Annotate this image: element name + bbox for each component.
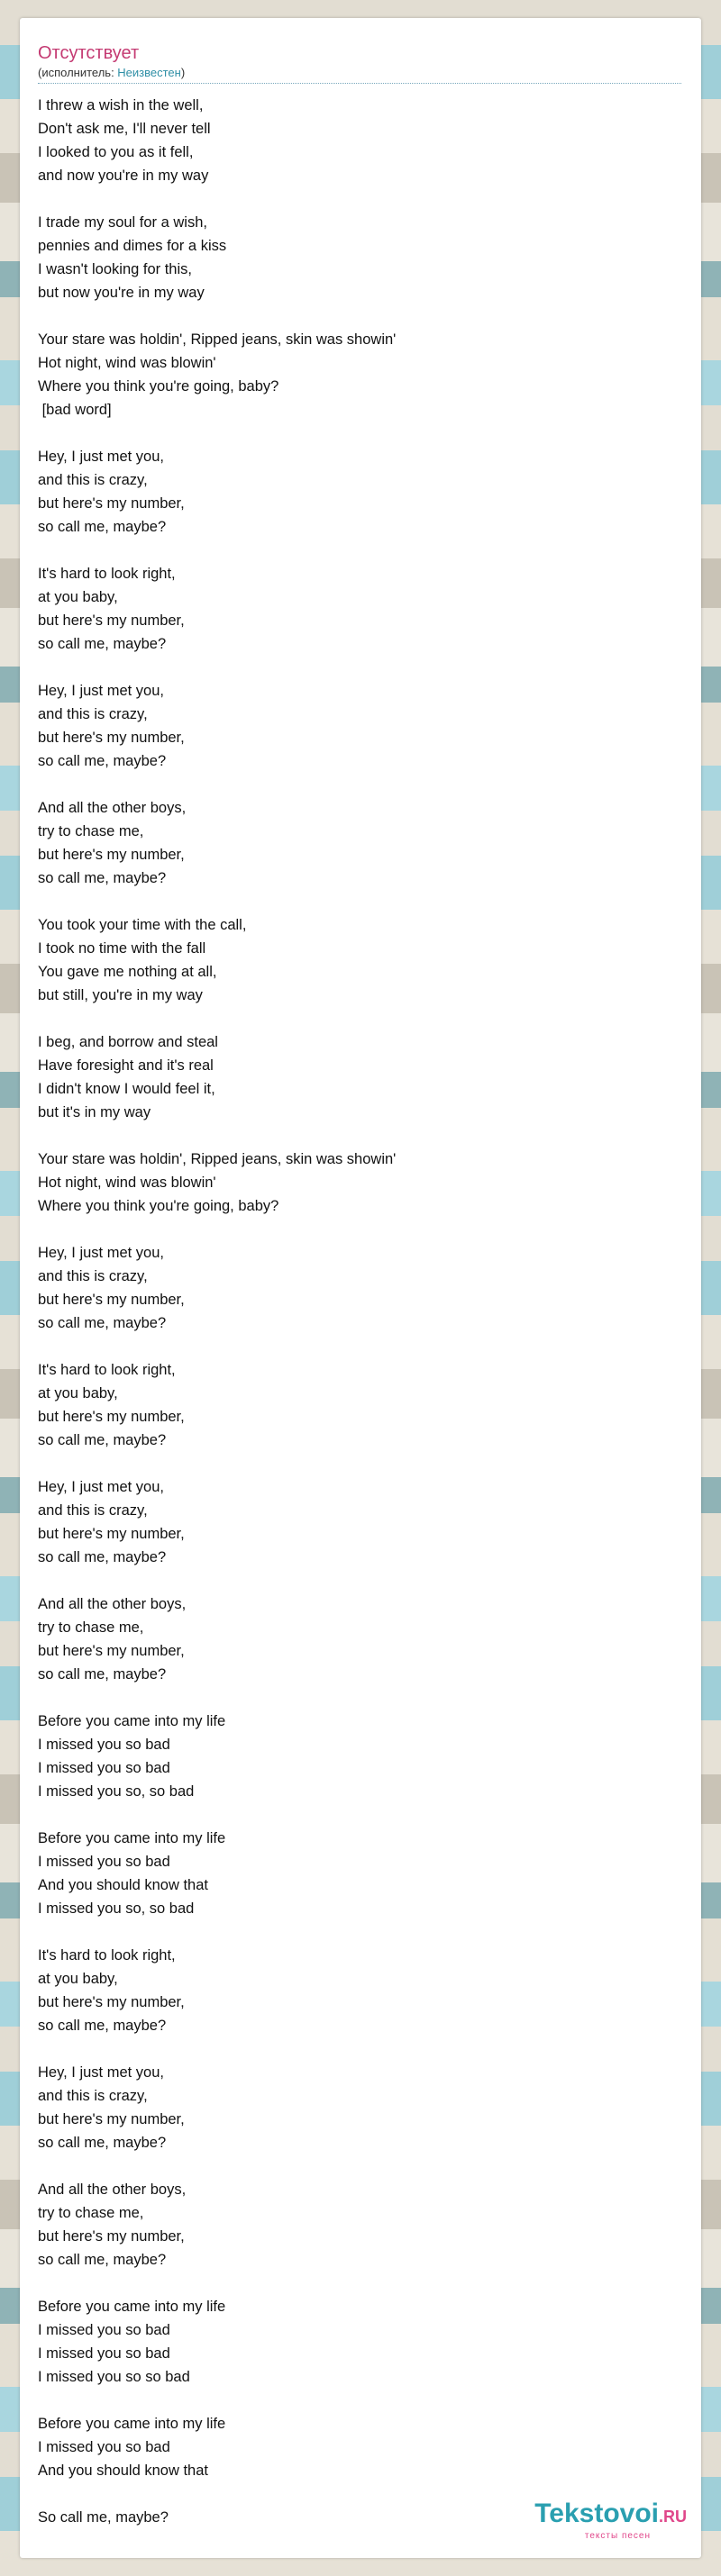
lyric-line: You gave me nothing at all, bbox=[38, 964, 217, 980]
lyric-line: so call me, maybe? bbox=[38, 1549, 167, 1565]
lyric-line: Before you came into my life bbox=[38, 2299, 226, 2315]
lyric-line: I missed you so, so bad bbox=[38, 1900, 195, 1917]
lyric-line: I missed you so so bad bbox=[38, 2369, 190, 2385]
lyric-blank-line bbox=[38, 1803, 669, 1827]
lyric-line: Before you came into my life bbox=[38, 1830, 226, 1846]
lyrics-card bbox=[20, 18, 701, 2558]
lyric-line: so call me, maybe? bbox=[38, 2135, 167, 2151]
lyric-line: I took no time with the fall bbox=[38, 940, 206, 957]
lyric-blank-line bbox=[38, 2154, 669, 2178]
lyric-line: And you should know that bbox=[38, 2463, 208, 2479]
lyric-line: I beg, and borrow and steal bbox=[38, 1034, 218, 1050]
lyric-line: I wasn't looking for this, bbox=[38, 261, 192, 277]
lyric-line: I didn't know I would feel it, bbox=[38, 1081, 215, 1097]
lyric-blank-line bbox=[38, 1007, 669, 1030]
artist-link[interactable]: Неизвестен bbox=[117, 66, 181, 79]
lyric-line: but still, you're in my way bbox=[38, 987, 203, 1003]
lyric-line: but it's in my way bbox=[38, 1104, 151, 1120]
lyric-blank-line bbox=[38, 1335, 669, 1358]
lyric-line: Hey, I just met you, bbox=[38, 1479, 164, 1495]
lyric-line: try to chase me, bbox=[38, 2205, 144, 2221]
lyric-blank-line bbox=[38, 187, 669, 211]
lyric-line: Don't ask me, I'll never tell bbox=[38, 121, 211, 137]
lyric-line: I missed you so, so bad bbox=[38, 1783, 195, 1800]
lyric-line: and this is crazy, bbox=[38, 2088, 148, 2104]
lyric-line: I looked to you as it fell, bbox=[38, 144, 194, 160]
lyric-line: Hey, I just met you, bbox=[38, 2064, 164, 2081]
artist-prefix: (исполнитель: bbox=[38, 66, 118, 79]
song-title: Отсутствует bbox=[38, 43, 140, 63]
lyric-line: but here's my number, bbox=[38, 2111, 185, 2127]
lyric-line: I missed you so bad bbox=[38, 2322, 170, 2338]
lyric-line: So call me, maybe? bbox=[38, 2509, 169, 2526]
lyric-blank-line bbox=[38, 422, 669, 445]
lyric-line: but here's my number, bbox=[38, 495, 185, 512]
lyric-blank-line bbox=[38, 2272, 669, 2295]
lyric-line: Where you think you're going, baby? bbox=[38, 378, 279, 395]
lyric-line: so call me, maybe? bbox=[38, 1315, 167, 1331]
lyric-line: and now you're in my way bbox=[38, 168, 209, 184]
lyric-line: It's hard to look right, bbox=[38, 566, 176, 582]
lyric-line: but here's my number, bbox=[38, 1643, 185, 1659]
lyric-blank-line bbox=[38, 890, 669, 913]
lyric-blank-line bbox=[38, 773, 669, 796]
lyric-line: Where you think you're going, baby? bbox=[38, 1198, 279, 1214]
lyric-line: at you baby, bbox=[38, 1971, 118, 1987]
lyric-line: so call me, maybe? bbox=[38, 636, 167, 652]
lyric-line: but here's my number, bbox=[38, 847, 185, 863]
lyric-line: and this is crazy, bbox=[38, 1502, 148, 1519]
artist-suffix: ) bbox=[180, 66, 186, 79]
lyric-line: try to chase me, bbox=[38, 823, 144, 839]
lyric-line: at you baby, bbox=[38, 1385, 118, 1401]
lyric-line: It's hard to look right, bbox=[38, 1362, 176, 1378]
lyrics-text bbox=[38, 94, 669, 2529]
lyric-line: so call me, maybe? bbox=[38, 870, 167, 886]
lyric-line: I threw a wish in the well, bbox=[38, 97, 204, 113]
lyric-line: Have foresight and it's real bbox=[38, 1057, 214, 1074]
lyric-line: Hot night, wind was blowin' bbox=[38, 355, 216, 371]
lyric-line: Before you came into my life bbox=[38, 1713, 226, 1729]
lyric-line: but here's my number, bbox=[38, 612, 185, 629]
lyric-line: but here's my number, bbox=[38, 1292, 185, 1308]
lyric-line: Your stare was holdin', Ripped jeans, skin was showin' bbox=[38, 1151, 397, 1167]
lyric-line: pennies and dimes for a kiss bbox=[38, 238, 227, 254]
lyric-line: I missed you so bad bbox=[38, 2345, 170, 2362]
lyric-line: but here's my number, bbox=[38, 1994, 185, 2010]
logo-subtitle: тексты песен bbox=[584, 2531, 651, 2541]
lyric-line: And all the other boys, bbox=[38, 800, 187, 816]
lyric-blank-line bbox=[38, 304, 669, 328]
artist-line bbox=[38, 65, 681, 81]
lyric-line: but here's my number, bbox=[38, 2228, 185, 2245]
lyric-line: Hey, I just met you, bbox=[38, 1245, 164, 1261]
lyric-line: so call me, maybe? bbox=[38, 1432, 167, 1448]
logo-main-text: Tekstovoi bbox=[534, 2499, 659, 2528]
lyric-line: but here's my number, bbox=[38, 1526, 185, 1542]
lyric-blank-line bbox=[38, 1218, 669, 1241]
lyric-line: so call me, maybe? bbox=[38, 519, 167, 535]
lyric-line: And all the other boys, bbox=[38, 2181, 187, 2198]
lyric-line: Hey, I just met you, bbox=[38, 683, 164, 699]
song-header bbox=[38, 41, 681, 84]
lyric-line: I missed you so bad bbox=[38, 1760, 170, 1776]
lyric-blank-line bbox=[38, 1686, 669, 1710]
logo-domain: .RU bbox=[659, 2508, 687, 2526]
site-logo[interactable] bbox=[534, 2499, 687, 2542]
lyric-line: I missed you so bad bbox=[38, 1737, 170, 1753]
lyric-line: but here's my number, bbox=[38, 730, 185, 746]
lyric-line: I missed you so bad bbox=[38, 2439, 170, 2455]
lyric-line: and this is crazy, bbox=[38, 472, 148, 488]
lyric-blank-line bbox=[38, 1920, 669, 1944]
lyric-line: so call me, maybe? bbox=[38, 753, 167, 769]
lyric-line: Hey, I just met you, bbox=[38, 449, 164, 465]
lyric-blank-line bbox=[38, 1452, 669, 1475]
lyric-line: Your stare was holdin', Ripped jeans, skin was showin' bbox=[38, 331, 397, 348]
lyric-blank-line bbox=[38, 2389, 669, 2412]
lyric-line: And all the other boys, bbox=[38, 1596, 187, 1612]
lyric-line: It's hard to look right, bbox=[38, 1947, 176, 1964]
logo-wordmark bbox=[534, 2499, 687, 2531]
lyric-line: and this is crazy, bbox=[38, 1268, 148, 1284]
lyric-line: Before you came into my life bbox=[38, 2416, 226, 2432]
lyric-line: Hot night, wind was blowin' bbox=[38, 1175, 216, 1191]
lyric-line: try to chase me, bbox=[38, 1619, 144, 1636]
lyric-line: [bad word] bbox=[38, 402, 112, 418]
lyric-line: at you baby, bbox=[38, 589, 118, 605]
lyric-blank-line bbox=[38, 2037, 669, 2061]
lyric-blank-line bbox=[38, 1124, 669, 1147]
lyric-line: so call me, maybe? bbox=[38, 1666, 167, 1683]
lyric-blank-line bbox=[38, 656, 669, 679]
lyric-line: but now you're in my way bbox=[38, 285, 205, 301]
lyric-line: so call me, maybe? bbox=[38, 2252, 167, 2268]
lyric-line: You took your time with the call, bbox=[38, 917, 247, 933]
lyric-line: I trade my soul for a wish, bbox=[38, 214, 207, 231]
lyric-line: And you should know that bbox=[38, 1877, 208, 1893]
lyric-line: and this is crazy, bbox=[38, 706, 148, 722]
lyric-blank-line bbox=[38, 1569, 669, 1592]
lyric-line: so call me, maybe? bbox=[38, 2018, 167, 2034]
lyric-line: but here's my number, bbox=[38, 1409, 185, 1425]
lyric-blank-line bbox=[38, 539, 669, 562]
lyric-line: I missed you so bad bbox=[38, 1854, 170, 1870]
